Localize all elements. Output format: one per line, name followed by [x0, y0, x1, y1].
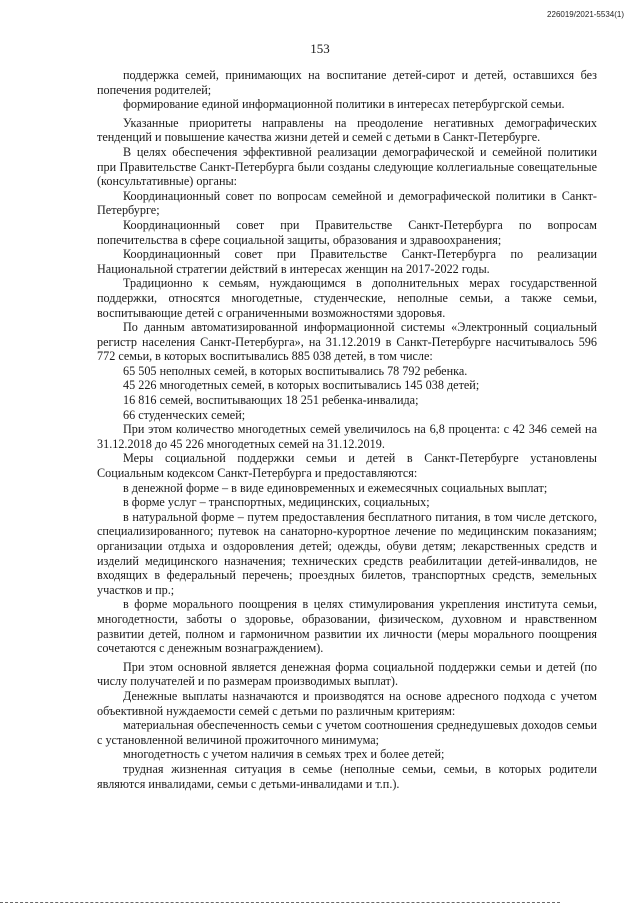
paragraph: материальная обеспеченность семьи с учетом соотношения среднедушевых доходов семьи с установленной величиной прожиточного минимума; [97, 718, 597, 747]
paragraph: в форме морального поощрения в целях стимулирования укрепления института семьи, многодетности, заботы о здоровье, образовании, физическом, духовном и нравственном развитии детей, полном и гармоничном развитии их личности (меры морального поощрения сочетаются с денежным вознаграждением). [97, 597, 597, 656]
paragraph: в натуральной форме – путем предоставления бесплатного питания, в том числе детского, специализированного; путевок на санаторно-курортное лечение по медицинским показаниям; организации отдыха и оздоровления детей; одежды, обуви детям; лекарственных средств и изделий медицинского назначения; технических средств реабилитации детей-инвалидов, не входящих в федеральный перечень; проездных билетов, транспортных средств, земельных участков и пр.; [97, 509, 597, 597]
paragraph: 66 студенческих семей; [123, 407, 246, 422]
paragraph: В целях обеспечения эффективной реализации демографической и семейной политики при Правительстве Санкт-Петербурга были созданы следующие коллегиальные совещательные (консультативные) органы: [97, 144, 597, 189]
paragraph: многодетность с учетом наличия в семьях трех и более детей; [123, 747, 445, 762]
paragraph: в форме услуг – транспортных, медицинских, социальных; [123, 495, 430, 510]
paragraph: Меры социальной поддержки семьи и детей в Санкт-Петербурге установлены Социальным кодексом Санкт-Петербурга и предоставляются: [97, 451, 597, 481]
paragraph: поддержка семей, принимающих на воспитание детей-сирот и детей, оставшихся без попечения родителей; [97, 68, 597, 97]
paragraph: Указанные приоритеты направлены на преодоление негативных демографических тенденций и повышение качества жизни детей и семей с детьми в Санкт-Петербурге. [97, 115, 597, 145]
scan-edge-line [0, 902, 560, 903]
document-body [97, 68, 597, 791]
paragraph: Координационный совет при Правительстве Санкт-Петербурга по реализации Национальной стратегии действий в интересах женщин на 2017-2022 годы. [97, 247, 597, 276]
paragraph: в денежной форме – в виде единовременных и ежемесячных социальных выплат; [123, 480, 548, 495]
paragraph: формирование единой информационной политики в интересах петербургской семьи. [123, 97, 565, 112]
paragraph: 45 226 многодетных семей, в которых воспитывались 145 038 детей; [123, 378, 480, 393]
paragraph: Координационный совет при Правительстве Санкт-Петербурга по вопросам попечительства в сфере социальной защиты, образования и здравоохранения; [97, 217, 597, 247]
paragraph: Координационный совет по вопросам семейной и демографической политики в Санкт-Петербурге; [97, 188, 597, 218]
paragraph: Традиционно к семьям, нуждающимся в дополнительных мерах государственной поддержки, относятся многодетные, студенческие, неполные семьи, а также семьи, воспитывающие детей с ограниченными возможностями здоровья. [97, 276, 597, 320]
paragraph: При этом основной является денежная форма социальной поддержки семьи и детей (по числу получателей и по размерам производимых выплат). [97, 659, 597, 689]
paragraph: трудная жизненная ситуация в семье (неполные семьи, семьи, в которых родители являются инвалидами, семьи с детьми-инвалидами и т.п.). [97, 761, 597, 791]
paragraph: 65 505 неполных семей, в которых воспитывались 78 792 ребенка. [123, 363, 468, 378]
document-id: 226019/2021-5534(1) [547, 10, 624, 19]
paragraph: Денежные выплаты назначаются и производятся на основе адресного подхода с учетом объективной нуждаемости семей с детьми по различным критериям: [97, 688, 597, 718]
paragraph: При этом количество многодетных семей увеличилось на 6,8 процента: с 42 346 семей на 31.12.2018 до 45 226 многодетных семей на 31.12.2019. [97, 422, 597, 451]
page-number: 153 [310, 41, 330, 56]
paragraph: По данным автоматизированной информационной системы «Электронный социальный регистр населения Санкт-Петербурга», на 31.12.2019 в Санкт-Петербурге насчитывалось 596 772 семьи, в которых воспитывались 885 038 детей, в том числе: [97, 320, 597, 364]
paragraph: 16 816 семей, воспитывающих 18 251 ребенка-инвалида; [123, 393, 419, 408]
